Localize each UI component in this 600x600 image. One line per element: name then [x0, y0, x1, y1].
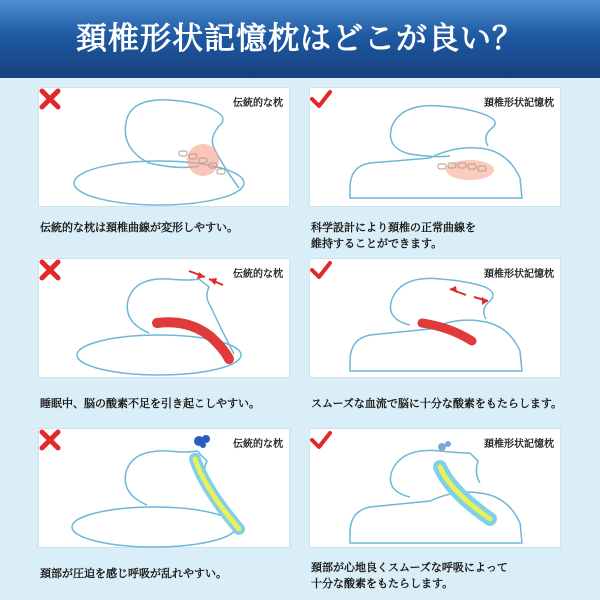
panel-traditional-oxygen [38, 258, 290, 378]
panel-label: 頚椎形状記憶枕 [484, 98, 554, 109]
panel-memory-oxygen [309, 258, 561, 378]
panel-label: 頚椎形状記憶枕 [484, 269, 554, 280]
caption: 睡眠中、脳の酸素不足を引き起こしやすい。 [40, 397, 260, 410]
panel-label: 頚椎形状記憶枕 [484, 439, 554, 450]
panel-traditional-breathing [38, 428, 290, 548]
panel-label: 伝統的な枕 [233, 98, 283, 109]
caption-line-1: 頚部が心地良くスムーズな呼吸によって [311, 561, 508, 574]
x-icon [39, 259, 61, 281]
page-title: 頚椎形状記憶枕はどこが良い？ [76, 21, 524, 57]
panel-memory-breathing [309, 428, 561, 548]
caption: スムーズな血流で脳に十分な酸素をもたらします。 [311, 397, 563, 410]
x-icon [39, 88, 61, 110]
caption: 頚部が圧迫を感じ呼吸が乱れやすい。 [40, 567, 227, 580]
check-icon [310, 88, 332, 110]
caption: 伝統的な枕は頚椎曲線が変形しやすい。 [40, 221, 238, 234]
panel-memory-curve [309, 87, 561, 207]
panel-traditional-curve [38, 87, 290, 207]
caption-line-2: 十分な酸素をもたらします。 [311, 577, 454, 590]
panel-label: 伝統的な枕 [233, 439, 283, 450]
check-icon [310, 259, 332, 281]
caption-line-1: 科学設計により頚椎の正常曲線を [311, 221, 476, 234]
x-icon [39, 429, 61, 451]
check-icon [310, 429, 332, 451]
title-banner [0, 0, 600, 78]
panel-label: 伝統的な枕 [233, 269, 283, 280]
caption-line-2: 維持することができます。 [311, 237, 443, 250]
